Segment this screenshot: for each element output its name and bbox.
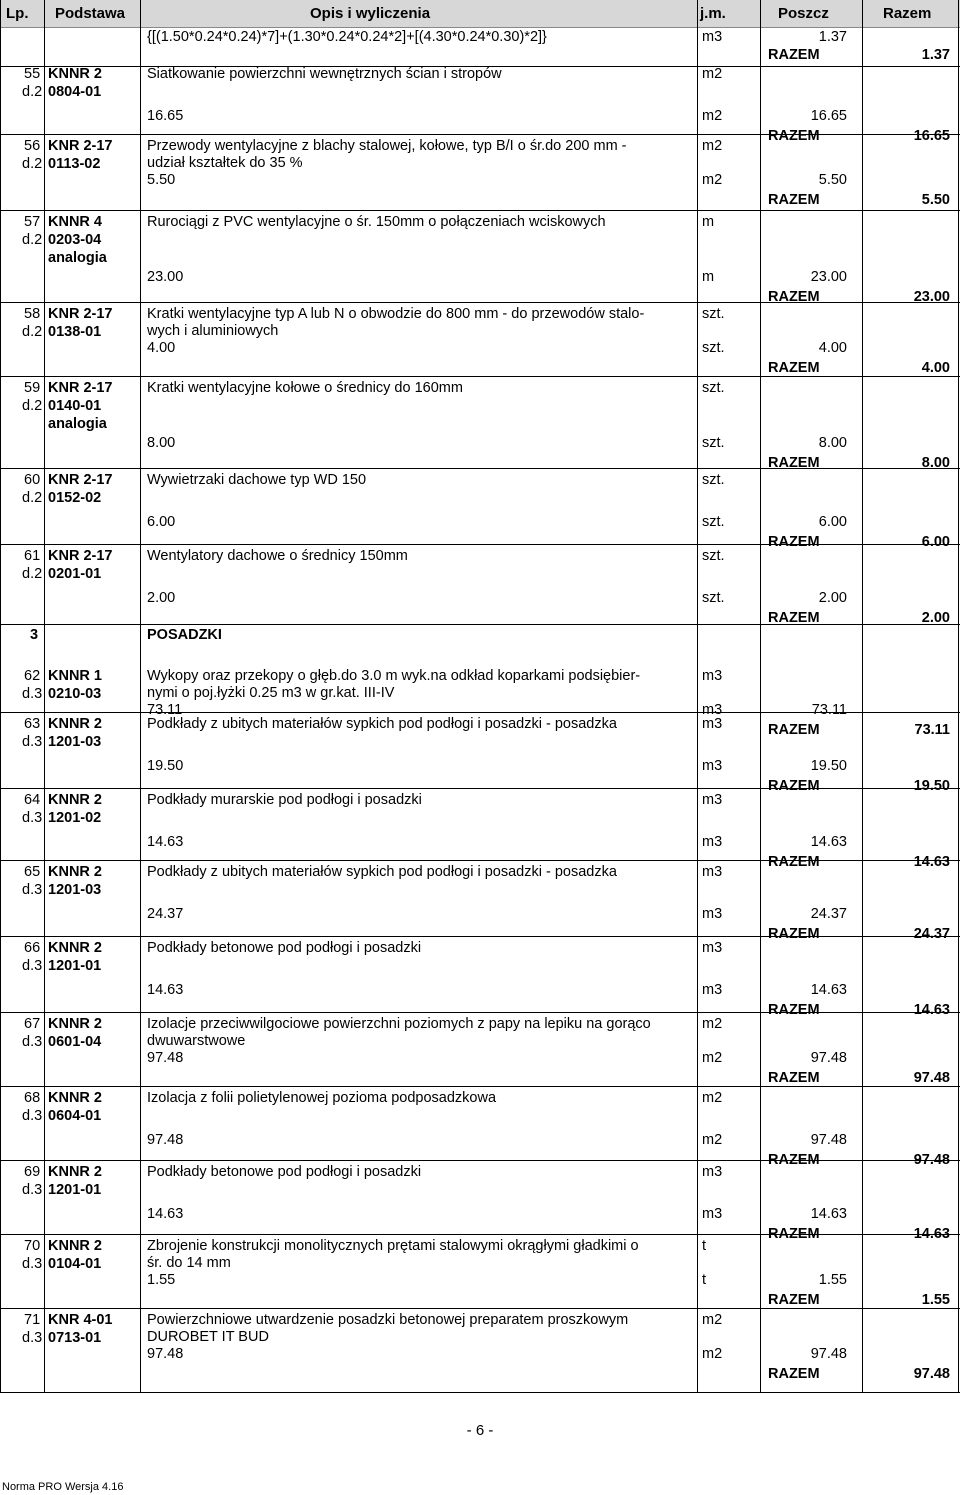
razem-value: 14.63	[913, 1226, 950, 1242]
item-unit: m2	[702, 1312, 723, 1328]
item-basis: KNNR 2	[48, 1238, 102, 1254]
item-basis: KNR 2-17	[48, 380, 113, 396]
item-description: udział kształtek do 35 %	[147, 155, 303, 171]
item-chapter: d.3	[22, 882, 43, 898]
item-unit: m	[702, 214, 715, 230]
item-basis: 1201-03	[48, 734, 102, 750]
item-basis: 0713-01	[48, 1330, 102, 1346]
row-divider	[0, 1308, 960, 1309]
item-unit: m2	[702, 1016, 723, 1032]
item-unit: t	[702, 1238, 707, 1254]
item-chapter: d.2	[22, 84, 43, 100]
row-divider	[0, 788, 960, 789]
razem-value: 23.00	[913, 289, 950, 305]
item-quantity: 1.55	[147, 1272, 176, 1288]
razem-label: RAZEM	[768, 360, 820, 376]
item-basis: 0604-01	[48, 1108, 102, 1124]
razem-label: RAZEM	[768, 289, 820, 305]
item-number: 56	[24, 138, 41, 154]
item-chapter: d.2	[22, 398, 43, 414]
item-quantity-unit: m3	[702, 906, 723, 922]
item-description: Podkłady betonowe pod podłogi i posadzki	[147, 940, 422, 956]
item-quantity: 14.63	[147, 982, 184, 998]
item-quantity: 97.48	[147, 1346, 184, 1362]
row-divider	[0, 1392, 960, 1393]
col-poszcz: Poszcz	[778, 5, 829, 22]
razem-label: RAZEM	[768, 1226, 820, 1242]
item-chapter: d.2	[22, 490, 43, 506]
razem-label: RAZEM	[768, 722, 820, 738]
column-divider	[44, 0, 45, 1392]
razem-row	[0, 925, 960, 945]
item-chapter: d.3	[22, 810, 43, 826]
item-poszcz: 24.37	[810, 906, 847, 922]
item-quantity-unit: t	[702, 1272, 707, 1288]
column-divider	[958, 0, 959, 1392]
item-quantity-unit: m3	[702, 834, 723, 850]
razem-label: RAZEM	[768, 1366, 820, 1382]
item-basis: KNNR 2	[48, 716, 102, 732]
item-basis: 0804-01	[48, 84, 102, 100]
razem-value: 1.55	[921, 1292, 950, 1308]
item-poszcz: 14.63	[810, 982, 847, 998]
item-poszcz: 97.48	[810, 1346, 847, 1362]
formula-text: {[(1.50*0.24*0.24)*7]+(1.30*0.24*0.24*2]+[(4.30*0.24*0.30)*2]}	[147, 29, 547, 45]
item-poszcz: 19.50	[810, 758, 847, 774]
razem-label: RAZEM	[768, 128, 820, 144]
row-divider	[0, 1012, 960, 1013]
item-poszcz: 14.63	[810, 1206, 847, 1222]
item-quantity-unit: szt.	[702, 340, 725, 356]
item-quantity: 97.48	[147, 1050, 184, 1066]
page-number: - 6 -	[466, 1422, 494, 1439]
item-basis: 0210-03	[48, 686, 102, 702]
item-quantity: 14.63	[147, 1206, 184, 1222]
item-quantity: 24.37	[147, 906, 184, 922]
razem-label: RAZEM	[768, 47, 820, 63]
item-basis: analogia	[48, 250, 107, 266]
item-quantity: 6.00	[147, 514, 176, 530]
item-basis: 0138-01	[48, 324, 102, 340]
razem-value: 14.63	[913, 854, 950, 870]
item-description: Podkłady z ubitych materiałów sypkich pod podłogi i posadzki - posadzka	[147, 716, 617, 732]
item-poszcz: 2.00	[818, 590, 847, 606]
item-description: Przewody wentylacyjne z blachy stalowej, kołowe, typ B/I o śr.do 200 mm -	[147, 138, 627, 154]
software-footer: Norma PRO Wersja 4.16	[2, 1481, 124, 1493]
item-unit: m3	[702, 716, 723, 732]
item-quantity: 8.00	[147, 435, 176, 451]
razem-label: RAZEM	[768, 1070, 820, 1086]
item-quantity-unit: m2	[702, 1050, 723, 1066]
col-opis: Opis i wyliczenia	[310, 5, 431, 22]
item-basis: 0113-02	[48, 156, 101, 172]
item-description: Podkłady murarskie pod podłogi i posadzki	[147, 792, 422, 808]
section-number: 3	[30, 627, 39, 643]
item-number: 67	[24, 1016, 41, 1032]
row-divider	[0, 1234, 960, 1235]
item-description: dwuwarstwowe	[147, 1033, 246, 1049]
item-basis: KNR 2-17	[48, 472, 113, 488]
item-chapter: d.3	[22, 1108, 43, 1124]
item-unit: m2	[702, 138, 723, 154]
item-basis: KNNR 2	[48, 1016, 102, 1032]
item-basis: KNNR 2	[48, 792, 102, 808]
item-basis: KNR 2-17	[48, 138, 113, 154]
item-chapter: d.3	[22, 1330, 43, 1346]
item-basis: KNNR 2	[48, 1164, 102, 1180]
razem-value: 4.00	[921, 360, 950, 376]
razem-value: 1.37	[921, 47, 950, 63]
item-unit: szt.	[702, 548, 725, 564]
item-quantity-unit: m2	[702, 172, 723, 188]
item-description: Podkłady betonowe pod podłogi i posadzki	[147, 1164, 422, 1180]
item-quantity: 2.00	[147, 590, 176, 606]
item-quantity-unit: m2	[702, 108, 723, 124]
item-chapter: d.2	[22, 232, 43, 248]
item-basis: KNNR 2	[48, 864, 102, 880]
item-quantity-unit: m3	[702, 982, 723, 998]
item-chapter: d.3	[22, 734, 43, 750]
table-header	[0, 0, 960, 28]
razem-row	[0, 191, 960, 211]
item-quantity: 19.50	[147, 758, 184, 774]
item-poszcz: 4.00	[818, 340, 847, 356]
item-number: 70	[24, 1238, 41, 1254]
item-poszcz: 8.00	[818, 435, 847, 451]
item-number: 64	[24, 792, 41, 808]
item-quantity: 4.00	[147, 340, 176, 356]
razem-value: 97.48	[913, 1070, 950, 1086]
razem-row	[0, 454, 960, 474]
item-poszcz: 16.65	[810, 108, 847, 124]
razem-value: 16.65	[913, 128, 950, 144]
item-poszcz: 6.00	[818, 514, 847, 530]
item-quantity: 23.00	[147, 269, 184, 285]
item-quantity-unit: m2	[702, 1346, 723, 1362]
item-description: Powierzchniowe utwardzenie posadzki betonowej preparatem proszkowym	[147, 1312, 629, 1328]
item-unit: m3	[702, 940, 723, 956]
item-unit: szt.	[702, 472, 725, 488]
item-quantity: 5.50	[147, 172, 176, 188]
row-divider	[0, 134, 960, 135]
row-divider	[0, 1160, 960, 1161]
item-chapter: d.2	[22, 324, 43, 340]
item-number: 55	[24, 66, 41, 82]
razem-row	[0, 1365, 960, 1385]
item-chapter: d.3	[22, 958, 43, 974]
razem-row	[0, 1151, 960, 1171]
item-number: 63	[24, 716, 41, 732]
item-number: 66	[24, 940, 41, 956]
item-basis: KNR 2-17	[48, 306, 113, 322]
item-description: Siatkowanie powierzchni wewnętrznych ścian i stropów	[147, 66, 502, 82]
item-unit: m2	[702, 1090, 723, 1106]
item-unit: szt.	[702, 380, 725, 396]
formula-poszcz: 1.37	[818, 29, 847, 45]
item-basis: 1201-02	[48, 810, 102, 826]
item-description: śr. do 14 mm	[147, 1255, 231, 1271]
item-number: 69	[24, 1164, 41, 1180]
item-quantity: 73.11	[147, 702, 183, 718]
item-description: Kratki wentylacyjne kołowe o średnicy do 160mm	[147, 380, 463, 396]
item-basis: KNR 4-01	[48, 1312, 113, 1328]
item-quantity: 97.48	[147, 1132, 184, 1148]
item-basis: 0203-04	[48, 232, 102, 248]
razem-value: 97.48	[913, 1152, 950, 1168]
item-basis: 0601-04	[48, 1034, 102, 1050]
razem-value: 8.00	[921, 455, 950, 471]
formula-unit: m3	[702, 29, 723, 45]
item-description: DUROBET IT BUD	[147, 1329, 269, 1345]
item-basis: 1201-01	[48, 958, 102, 974]
item-chapter: d.3	[22, 686, 43, 702]
item-chapter: d.3	[22, 1034, 43, 1050]
razem-value: 97.48	[913, 1366, 950, 1382]
item-unit: m3	[702, 668, 723, 684]
item-number: 61	[24, 548, 41, 564]
column-divider	[760, 0, 761, 1392]
item-basis: KNNR 2	[48, 66, 102, 82]
item-quantity-unit: m3	[702, 758, 723, 774]
razem-value: 73.11	[914, 722, 950, 738]
item-quantity-unit: szt.	[702, 514, 725, 530]
item-description: Wykopy oraz przekopy o głęb.do 3.0 m wyk.na odkład koparkami podsiębier-	[147, 668, 641, 684]
row-divider	[0, 936, 960, 937]
item-description: Izolacja z folii polietylenowej pozioma podposadzkowa	[147, 1090, 497, 1106]
item-basis: KNNR 1	[48, 668, 102, 684]
item-description: Izolacje przeciwwilgociowe powierzchni poziomych z papy na lepiku na gorąco	[147, 1016, 651, 1032]
item-number: 57	[24, 214, 41, 230]
razem-label: RAZEM	[768, 926, 820, 942]
razem-row	[0, 533, 960, 553]
item-poszcz: 5.50	[818, 172, 847, 188]
item-number: 68	[24, 1090, 41, 1106]
row-divider	[0, 376, 960, 377]
item-description: Zbrojenie konstrukcji monolitycznych prętami stalowymi okrągłymi gładkimi o	[147, 1238, 639, 1254]
item-description: Rurociągi z PVC wentylacyjne o śr. 150mm o połączeniach wciskowych	[147, 214, 606, 230]
razem-value: 24.37	[913, 926, 950, 942]
row-divider	[0, 210, 960, 211]
item-quantity: 14.63	[147, 834, 184, 850]
item-basis: 0104-01	[48, 1256, 102, 1272]
item-description: Kratki wentylacyjne typ A lub N o obwodzie do 800 mm - do przewodów stalo-	[147, 306, 645, 322]
item-poszcz: 73.11	[811, 702, 847, 718]
col-jm: j.m.	[700, 5, 726, 22]
item-basis: KNNR 2	[48, 1090, 102, 1106]
row-divider	[0, 468, 960, 469]
razem-row	[0, 46, 960, 66]
item-quantity-unit: m2	[702, 1132, 723, 1148]
razem-label: RAZEM	[768, 455, 820, 471]
item-quantity-unit: m3	[702, 1206, 723, 1222]
row-divider	[0, 712, 960, 713]
razem-value: 6.00	[921, 534, 950, 550]
item-basis: analogia	[48, 416, 107, 432]
item-description: Wentylatory dachowe o średnicy 150mm	[147, 548, 408, 564]
item-poszcz: 1.55	[818, 1272, 847, 1288]
item-number: 59	[24, 380, 41, 396]
item-unit: m3	[702, 792, 723, 808]
razem-label: RAZEM	[768, 1152, 820, 1168]
razem-row	[0, 777, 960, 797]
item-chapter: d.2	[22, 156, 43, 172]
item-basis: 0140-01	[48, 398, 102, 414]
razem-value: 5.50	[921, 192, 950, 208]
item-unit: m3	[702, 1164, 723, 1180]
razem-value: 14.63	[913, 1002, 950, 1018]
razem-label: RAZEM	[768, 854, 820, 870]
item-poszcz: 14.63	[810, 834, 847, 850]
razem-value: 19.50	[913, 778, 950, 794]
item-description: nymi o poj.łyżki 0.25 m3 w gr.kat. III-IV	[147, 685, 395, 701]
item-poszcz: 97.48	[810, 1132, 847, 1148]
row-divider	[0, 1086, 960, 1087]
item-quantity-unit: szt.	[702, 590, 725, 606]
column-divider	[140, 0, 141, 1392]
row-divider	[0, 302, 960, 303]
item-poszcz: 97.48	[810, 1050, 847, 1066]
item-unit: m3	[702, 864, 723, 880]
item-basis: KNNR 2	[48, 940, 102, 956]
item-quantity-unit: m	[702, 269, 715, 285]
item-quantity: 16.65	[147, 108, 184, 124]
row-divider	[0, 860, 960, 861]
razem-label: RAZEM	[768, 192, 820, 208]
col-razem: Razem	[883, 5, 932, 22]
item-description: Wywietrzaki dachowe typ WD 150	[147, 472, 367, 488]
razem-label: RAZEM	[768, 1002, 820, 1018]
item-basis: 0201-01	[48, 566, 102, 582]
column-divider	[0, 0, 1, 1392]
column-divider	[697, 0, 698, 1392]
col-podstawa: Podstawa	[55, 5, 126, 22]
item-basis: KNR 2-17	[48, 548, 113, 564]
item-number: 60	[24, 472, 41, 488]
item-number: 62	[24, 668, 41, 684]
item-chapter: d.3	[22, 1256, 43, 1272]
item-description: Podkłady z ubitych materiałów sypkich pod podłogi i posadzki - posadzka	[147, 864, 617, 880]
razem-row	[0, 288, 960, 308]
item-basis: 1201-01	[48, 1182, 102, 1198]
razem-label: RAZEM	[768, 610, 820, 626]
item-description: wych i aluminiowych	[147, 323, 279, 339]
razem-row	[0, 609, 960, 629]
item-basis: KNNR 4	[48, 214, 102, 230]
razem-label: RAZEM	[768, 534, 820, 550]
row-divider	[0, 544, 960, 545]
section-title: POSADZKI	[147, 627, 222, 643]
item-chapter: d.2	[22, 566, 43, 582]
item-number: 65	[24, 864, 41, 880]
col-lp: Lp.	[6, 5, 29, 22]
item-number: 58	[24, 306, 41, 322]
item-quantity-unit: m3	[702, 702, 723, 718]
item-quantity-unit: szt.	[702, 435, 725, 451]
item-unit: szt.	[702, 306, 725, 322]
item-number: 71	[24, 1312, 41, 1328]
razem-value: 2.00	[921, 610, 950, 626]
column-divider	[862, 0, 863, 1392]
item-basis: 0152-02	[48, 490, 102, 506]
razem-label: RAZEM	[768, 778, 820, 794]
item-unit: m2	[702, 66, 723, 82]
razem-label: RAZEM	[768, 1292, 820, 1308]
item-basis: 1201-03	[48, 882, 102, 898]
item-chapter: d.3	[22, 1182, 43, 1198]
item-poszcz: 23.00	[810, 269, 847, 285]
